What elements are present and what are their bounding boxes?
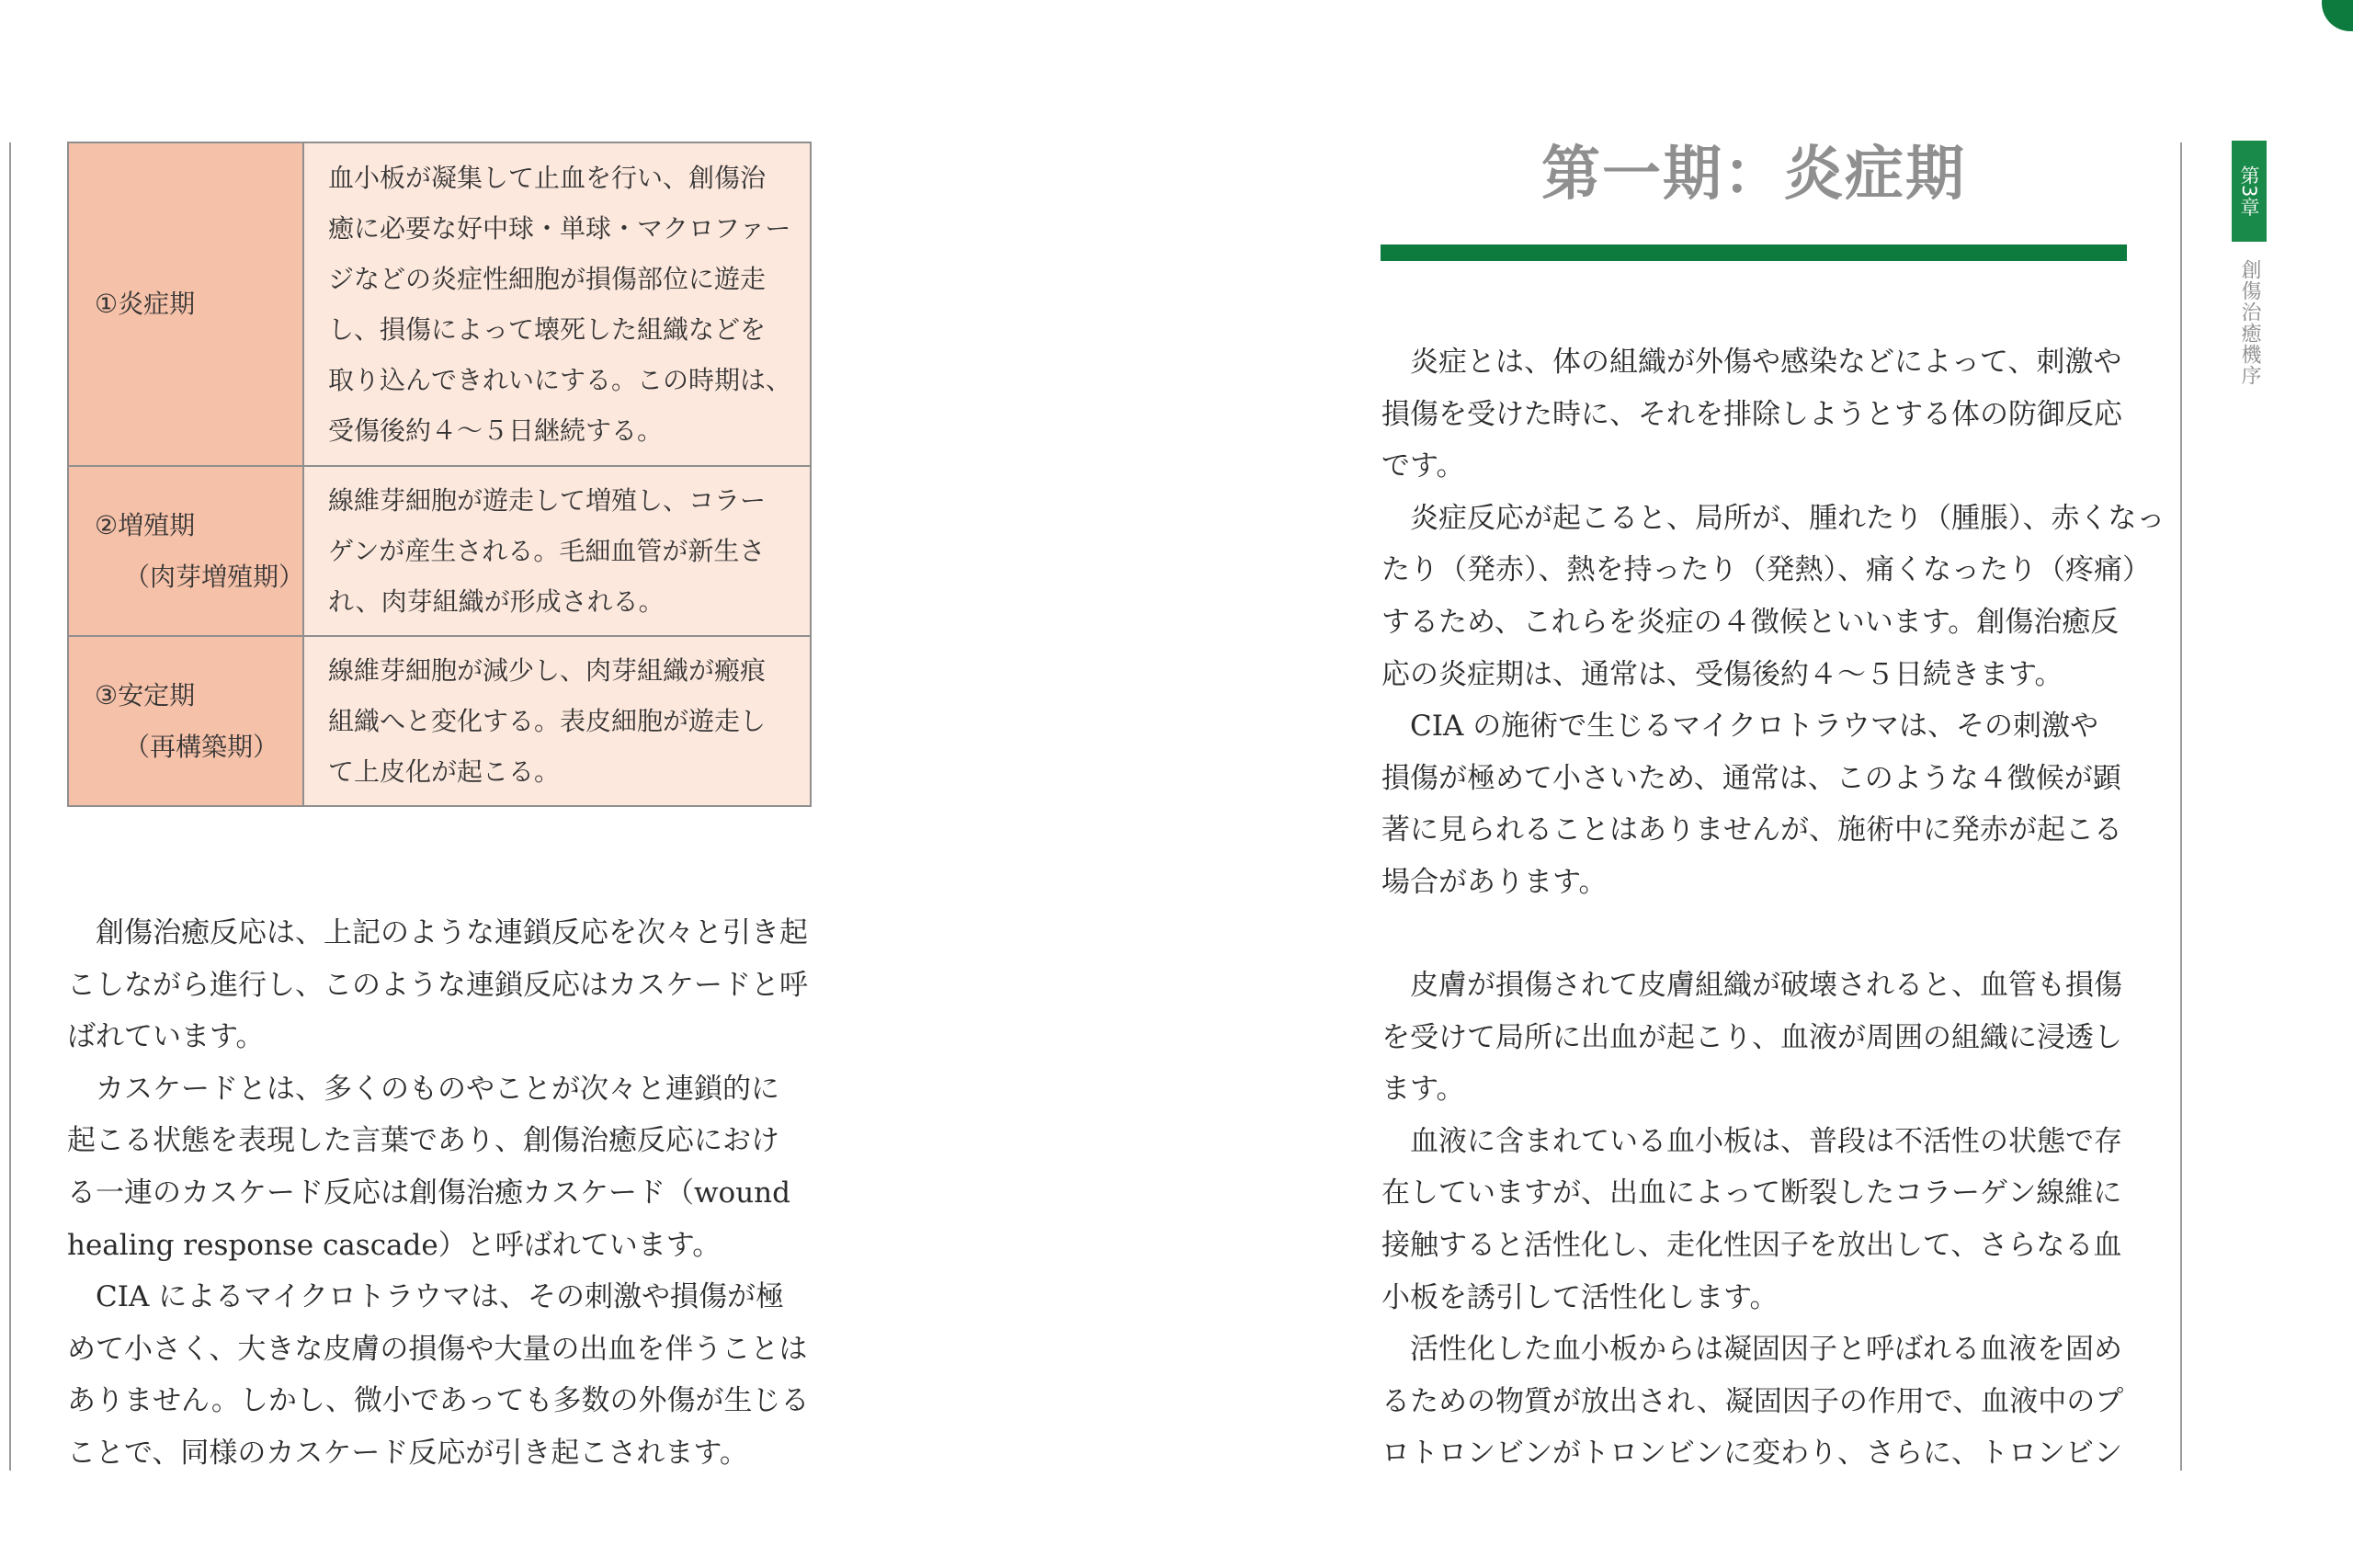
body-line: 損傷が極めて小さいため、通常は、このような４徴候が顕 [1381,761,2121,795]
phase-desc-cell [303,466,811,636]
phase-name-cell [68,466,303,636]
phase-name-subline: （肉芽増殖期） [124,561,305,592]
body-line: 活性化した血小板からは凝固因子と呼ばれる血液を固め [1381,1333,2122,1367]
phase-desc-line: 癒に必要な好中球・単球・マクロファー [327,213,791,244]
body-line: です。 [1381,449,1465,483]
phase-desc-line: 線維芽細胞が遊走して増殖し、コラー [327,485,766,516]
phase-desc-line: 組織へと変化する。表皮細胞が遊走し [327,706,766,736]
phase-name-line: ③安定期 [95,679,196,710]
body-line: る一連のカスケード反応は創傷治癒カスケード（wound [67,1176,790,1210]
right-body-text-1 [1381,336,2165,909]
phase-desc-line: ゲンが産生される。毛細血管が新生さ [327,536,766,566]
body-line: 炎症反応が起こると、局所が、腫れたり（腫脹）、赤くなっ [1381,501,2165,535]
body-line: 応の炎症期は、通常は、受傷後約４～５日続きます。 [1381,657,2063,691]
title-underline-bar [1381,244,2127,261]
section-title: 第一期：炎症期 [1541,141,1966,209]
body-line: 皮膚が損傷されて皮膚組織が破壊されると、血管も損傷 [1381,969,2122,1002]
body-line: healing response cascade）と呼ばれています。 [67,1228,722,1262]
body-line: ます。 [1381,1073,1465,1107]
phase-desc-line: 血小板が凝集して止血を行い、創傷治 [327,163,766,193]
body-line: するため、これらを炎症の４徴候といいます。創傷治癒反 [1381,605,2120,639]
body-line: 創傷治癒反応は、上記のような連鎖反応を次々と引き起 [67,916,808,949]
body-line: 起こる状態を表現した言葉であり、創傷治癒反応におけ [67,1124,779,1158]
body-line: 接触すると活性化し、走化性因子を放出して、さらなる血 [1381,1228,2122,1262]
body-line: 在していますが、出血によって断裂したコラーゲン線維に [1381,1176,2122,1210]
body-line: 著に見られることはありませんが、施術中に発赤が起こる [1381,813,2122,847]
phase-desc-line: て上皮化が起こる。 [327,756,560,787]
phase-table [67,142,812,807]
body-line: 場合があります。 [1381,865,1608,899]
phase-desc-line: し、損傷によって壊死した組織などを [327,314,766,345]
body-line: カスケードとは、多くのものやことが次々と連鎖的に [67,1072,779,1106]
chapter-title: 創傷治癒機序 [2238,259,2261,386]
body-line: 小板を誘引して活性化します。 [1381,1280,1779,1314]
phase-desc-line: 線維芽細胞が減少し、肉芽組織が瘢痕 [327,655,766,686]
body-line: るための物質が放出され、凝固因子の作用で、血液中のプ [1381,1384,2124,1418]
phase-name-subline: （再構築期） [124,731,279,762]
body-line: を受けて局所に出血が起こり、血液が周囲の組織に浸透し [1381,1020,2122,1054]
body-line: CIA によるマイクロトラウマは、その刺激や損傷が極 [67,1280,784,1314]
body-line: ロトロンビンがトロンビンに変わり、さらに、トロンビン [1381,1437,2122,1471]
body-line: 損傷を受けた時に、それを排除しようとする体の防御反応 [1381,397,2122,431]
right-margin-rule [2180,142,2182,1471]
body-line: こしながら進行し、このような連鎖反応はカスケードと呼 [67,968,808,1002]
table-row [68,142,811,466]
body-line: CIA の施術で生じるマイクロトラウマは、その刺激や [1381,710,2098,744]
phase-name-line: ②増殖期 [95,509,196,540]
phase-name-line: ①炎症期 [95,289,196,319]
phase-desc-line: ジなどの炎症性細胞が損傷部位に遊走 [327,264,766,294]
table-row [68,466,811,636]
table-row [68,636,811,806]
body-line: 炎症とは、体の組織が外傷や感染などによって、刺激や [1381,346,2122,379]
phase-name-cell [68,142,303,466]
body-line: ありません。しかし、微小であっても多数の外傷が生じる [67,1384,810,1418]
body-line: ことで、同様のカスケード反応が引き起こされます。 [67,1436,748,1470]
left-body-text [67,907,816,1480]
right-body-text-2 [1381,960,2131,1480]
left-margin-rule [9,142,11,1471]
phase-desc-line: 取り込んできれいにする。この時期は、 [327,365,791,395]
chapter-tab: 第3章 [2232,141,2267,242]
phase-name-cell [68,636,303,806]
body-line: ばれています。 [67,1020,265,1054]
corner-marker [2322,0,2353,31]
body-line: たり（発赤）、熱を持ったり（発熱）、痛くなったり（疼痛） [1381,553,2151,587]
body-line: 血液に含まれている血小板は、普段は不活性の状態で存 [1381,1124,2122,1158]
phase-desc-line: 受傷後約４～５日継続する。 [327,415,663,446]
phase-desc-cell [303,142,811,466]
phase-desc-line: れ、肉芽組織が形成される。 [327,586,665,617]
phase-desc-cell [303,636,811,806]
body-line: めて小さく、大きな皮膚の損傷や大量の出血を伴うことは [67,1332,808,1366]
